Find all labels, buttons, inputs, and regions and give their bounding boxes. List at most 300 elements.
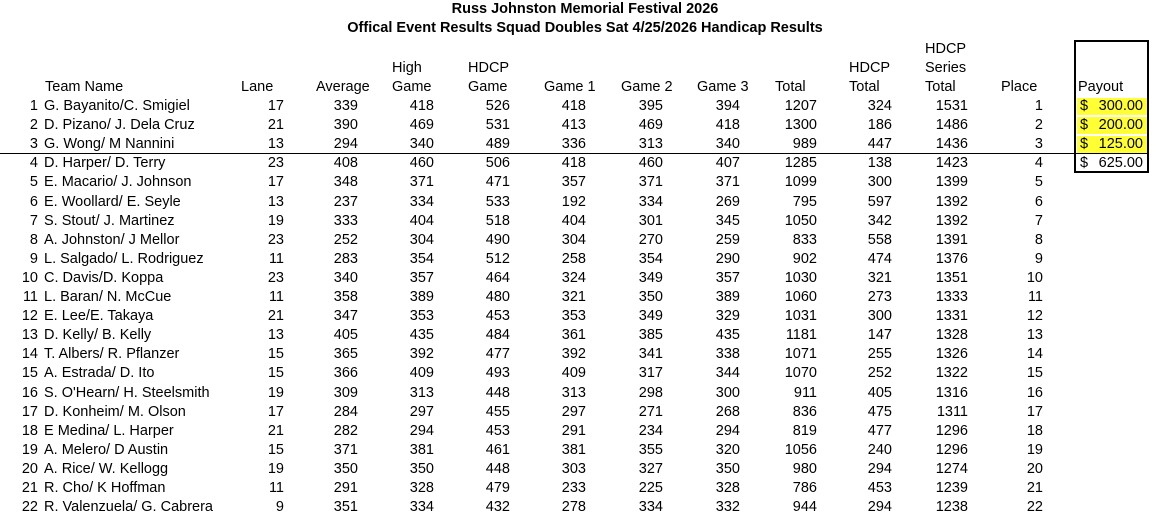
game-1-cell: 258: [561, 250, 586, 267]
hdcp-series-total-cell: 1238: [935, 499, 968, 516]
currency-symbol: $: [1080, 136, 1089, 152]
place-cell: 22: [1026, 499, 1043, 516]
hdcp-series-total-cell: 1351: [935, 269, 968, 286]
header-game-3: Game 3: [697, 79, 749, 95]
hdcp-total-cell: 138: [867, 155, 892, 172]
hdcp-series-total-cell: 1436: [935, 136, 968, 153]
average-cell: 390: [333, 117, 358, 134]
currency-symbol: $: [1080, 117, 1089, 133]
lane-cell: 13: [267, 327, 284, 344]
header-hdcp-total-line1: HDCP: [849, 60, 891, 76]
place-cell: 6: [1034, 193, 1043, 210]
lane-cell: 17: [267, 174, 284, 191]
table-row: [0, 250, 1170, 269]
hdcp-game-cell: 432: [485, 499, 510, 516]
high-game-cell: 334: [409, 499, 434, 516]
team-name-cell: A. Johnston/ J Mellor: [44, 231, 180, 248]
row-number-cell: 5: [29, 174, 38, 191]
place-cell: 19: [1026, 441, 1043, 458]
average-cell: 365: [333, 346, 358, 363]
total-cell: 1300: [784, 117, 817, 134]
lane-cell: 13: [267, 193, 284, 210]
lane-cell: 17: [267, 403, 284, 420]
header-high-game-line2: Game: [392, 79, 432, 95]
place-cell: 21: [1026, 480, 1043, 496]
lane-cell: 9: [275, 499, 284, 516]
place-cell: 12: [1026, 308, 1043, 325]
place-cell: 20: [1026, 460, 1043, 477]
hdcp-game-cell: 453: [485, 422, 510, 439]
average-cell: 339: [333, 98, 358, 114]
hdcp-series-total-cell: 1333: [935, 289, 968, 305]
hdcp-game-cell: 448: [485, 384, 510, 401]
hdcp-total-cell: 186: [867, 117, 892, 134]
team-name-cell: A. Estrada/ D. Ito: [44, 365, 155, 382]
game-2-cell: 270: [638, 231, 663, 248]
hdcp-game-cell: 489: [485, 136, 510, 153]
team-name-cell: L. Baran/ N. McCue: [44, 289, 172, 305]
hdcp-game-cell: 493: [485, 365, 510, 382]
row-number-cell: 7: [29, 212, 38, 229]
row-number-cell: 16: [21, 384, 38, 401]
team-name-cell: D. Konheim/ M. Olson: [44, 403, 186, 420]
game-2-cell: 355: [638, 441, 663, 458]
page-subtitle: Offical Event Results Squad Doubles Sat 4/25/2026 Handicap Results: [347, 20, 823, 36]
high-game-cell: 334: [409, 193, 434, 210]
hdcp-game-cell: 533: [485, 193, 510, 210]
hdcp-total-cell: 300: [867, 308, 892, 325]
team-name-cell: D. Pizano/ J. Dela Cruz: [44, 117, 195, 134]
header-lane: Lane: [241, 79, 274, 95]
header-hdcp-series-line1: HDCP: [925, 41, 967, 57]
hdcp-game-cell: 526: [485, 98, 510, 114]
table-row: [0, 326, 1170, 345]
game-2-cell: 317: [638, 365, 663, 382]
game-3-cell: 300: [715, 384, 740, 401]
place-cell: 15: [1026, 365, 1043, 382]
game-2-cell: 327: [638, 460, 663, 477]
game-3-cell: 345: [715, 212, 740, 229]
total-cell: 1031: [784, 308, 817, 325]
game-2-cell: 350: [638, 289, 663, 305]
place-cell: 16: [1026, 384, 1043, 401]
game-1-cell: 413: [561, 117, 586, 134]
game-2-cell: 395: [638, 98, 663, 114]
hdcp-game-cell: 453: [485, 308, 510, 325]
lane-cell: 11: [268, 480, 284, 496]
payout-total-amount: 625.00: [1098, 155, 1143, 171]
total-cell: 786: [792, 480, 817, 496]
game-3-cell: 268: [715, 403, 740, 420]
game-2-cell: 469: [638, 117, 663, 134]
total-cell: 911: [793, 384, 817, 401]
game-1-cell: 324: [561, 269, 586, 286]
high-game-cell: 357: [409, 269, 434, 286]
game-1-cell: 357: [561, 174, 586, 191]
team-name-cell: D. Harper/ D. Terry: [44, 155, 166, 172]
hdcp-series-total-cell: 1296: [935, 422, 968, 439]
game-2-cell: 354: [638, 250, 663, 267]
row-number-cell: 3: [29, 136, 38, 153]
game-1-cell: 313: [561, 384, 586, 401]
hdcp-series-total-cell: 1392: [935, 212, 968, 229]
lane-cell: 15: [267, 346, 284, 363]
table-row: [0, 269, 1170, 288]
game-3-cell: 290: [715, 250, 740, 267]
lane-cell: 19: [267, 384, 284, 401]
game-3-cell: 269: [715, 193, 740, 210]
high-game-cell: 409: [409, 365, 434, 382]
hdcp-series-total-cell: 1239: [935, 480, 968, 496]
row-number-cell: 6: [29, 193, 38, 210]
table-row: [0, 135, 1170, 154]
currency-symbol: $: [1080, 155, 1089, 171]
average-cell: 408: [333, 155, 358, 172]
hdcp-total-cell: 558: [867, 231, 892, 248]
row-number-cell: 4: [29, 155, 38, 172]
high-game-cell: 389: [409, 289, 434, 305]
game-2-cell: 234: [638, 422, 663, 439]
high-game-cell: 435: [409, 327, 434, 344]
table-row: [0, 364, 1170, 383]
lane-cell: 21: [267, 117, 284, 134]
row-number-cell: 20: [21, 460, 38, 477]
game-1-cell: 404: [561, 212, 586, 229]
average-cell: 282: [333, 422, 358, 439]
row-number-cell: 15: [21, 365, 38, 382]
hdcp-series-total-cell: 1296: [935, 441, 968, 458]
game-2-cell: 371: [638, 174, 663, 191]
game-1-cell: 233: [561, 480, 586, 496]
place-cell: 4: [1034, 155, 1043, 172]
header-hdcp-total-line2: Total: [849, 79, 880, 95]
table-row: [0, 441, 1170, 460]
place-cell: 9: [1034, 250, 1043, 267]
hdcp-game-cell: 531: [485, 117, 510, 134]
total-cell: 836: [792, 403, 817, 420]
total-cell: 1207: [784, 98, 817, 114]
place-cell: 7: [1034, 212, 1043, 229]
total-cell: 1030: [784, 269, 817, 286]
header-hdcp-total: [849, 59, 890, 97]
table-row: [0, 116, 1170, 135]
high-game-cell: 313: [409, 384, 434, 401]
game-2-cell: 313: [638, 136, 663, 153]
hdcp-series-total-cell: 1328: [935, 327, 968, 344]
hdcp-series-total-cell: 1274: [935, 460, 968, 477]
average-cell: 350: [333, 460, 358, 477]
lane-cell: 21: [267, 422, 284, 439]
hdcp-total-cell: 240: [867, 441, 892, 458]
total-cell: 1060: [784, 289, 817, 305]
game-1-cell: 409: [561, 365, 586, 382]
lane-cell: 11: [268, 250, 284, 267]
game-3-cell: 435: [715, 327, 740, 344]
hdcp-total-cell: 147: [867, 327, 892, 344]
game-1-cell: 381: [561, 441, 586, 458]
team-name-cell: R. Cho/ K Hoffman: [44, 480, 166, 496]
high-game-cell: 469: [409, 117, 434, 134]
game-3-cell: 329: [715, 308, 740, 325]
team-name-cell: E. Macario/ J. Johnson: [44, 174, 192, 191]
lane-cell: 13: [267, 136, 284, 153]
row-number-cell: 18: [21, 422, 38, 439]
table-row: [0, 212, 1170, 231]
game-1-cell: 336: [561, 136, 586, 153]
game-2-cell: 298: [638, 384, 663, 401]
hdcp-series-total-cell: 1423: [935, 155, 968, 172]
hdcp-game-cell: 448: [485, 460, 510, 477]
header-hdcp-game: [468, 59, 509, 97]
hdcp-total-cell: 477: [867, 422, 892, 439]
hdcp-total-cell: 405: [867, 384, 892, 401]
total-cell: 819: [792, 422, 817, 439]
hdcp-game-cell: 477: [485, 346, 510, 363]
row-number-cell: 21: [21, 480, 38, 496]
game-1-cell: 304: [561, 231, 586, 248]
team-name-cell: L. Salgado/ L. Rodriguez: [44, 250, 204, 267]
total-cell: 944: [792, 499, 817, 516]
game-1-cell: 192: [561, 193, 586, 210]
place-cell: 14: [1026, 346, 1043, 363]
game-2-cell: 349: [638, 269, 663, 286]
game-3-cell: 340: [715, 136, 740, 153]
hdcp-total-cell: 447: [867, 136, 892, 153]
hdcp-game-cell: 518: [485, 212, 510, 229]
game-2-cell: 460: [638, 155, 663, 172]
row-number-cell: 12: [21, 308, 38, 325]
game-2-cell: 341: [638, 346, 663, 363]
header-payout: Payout: [1078, 79, 1124, 95]
average-cell: 366: [333, 365, 358, 382]
high-game-cell: 294: [409, 422, 434, 439]
header-game-1: Game 1: [544, 79, 596, 95]
payout-amount: 300.00: [1098, 98, 1143, 114]
hdcp-total-cell: 321: [867, 269, 892, 286]
table-row: [0, 231, 1170, 250]
table-row: [0, 288, 1170, 307]
place-cell: 18: [1026, 422, 1043, 439]
row-number-cell: 13: [21, 327, 38, 344]
lane-cell: 15: [267, 365, 284, 382]
table-row: [0, 173, 1170, 192]
game-2-cell: 271: [638, 403, 663, 420]
game-3-cell: 357: [715, 269, 740, 286]
team-name-cell: R. Valenzuela/ G. Cabrera: [44, 499, 213, 516]
average-cell: 252: [333, 231, 358, 248]
high-game-cell: 392: [409, 346, 434, 363]
place-cell: 10: [1026, 269, 1043, 286]
average-cell: 237: [333, 193, 358, 210]
hdcp-series-total-cell: 1391: [935, 231, 968, 248]
hdcp-series-total-cell: 1392: [935, 193, 968, 210]
lane-cell: 19: [267, 460, 284, 477]
average-cell: 283: [333, 250, 358, 267]
table-row: [0, 307, 1170, 326]
high-game-cell: 353: [409, 308, 434, 325]
average-cell: 371: [333, 441, 358, 458]
high-game-cell: 304: [409, 231, 434, 248]
place-cell: 13: [1026, 327, 1043, 344]
total-cell: 1071: [784, 346, 817, 363]
hdcp-total-cell: 300: [867, 174, 892, 191]
game-3-cell: 259: [715, 231, 740, 248]
header-high-game-line1: High: [392, 60, 422, 76]
header-hdcp-series-line3: Total: [925, 79, 956, 95]
table-row: [0, 384, 1170, 403]
game-1-cell: 353: [561, 308, 586, 325]
place-cell: 17: [1026, 403, 1043, 420]
hdcp-total-cell: 475: [867, 403, 892, 420]
payout-amount: 200.00: [1098, 117, 1143, 133]
hdcp-game-cell: 484: [485, 327, 510, 344]
lane-cell: 17: [267, 98, 284, 114]
header-hdcp-series-line2: Series: [925, 60, 967, 76]
average-cell: 291: [333, 480, 358, 496]
total-cell: 1181: [785, 327, 817, 344]
average-cell: 351: [333, 499, 358, 516]
total-cell: 1099: [784, 174, 817, 191]
lane-cell: 19: [267, 212, 284, 229]
total-cell: 1050: [784, 212, 817, 229]
team-name-cell: E. Lee/E. Takaya: [44, 308, 154, 325]
high-game-cell: 328: [409, 480, 434, 496]
row-number-cell: 8: [29, 231, 38, 248]
game-1-cell: 291: [561, 422, 586, 439]
game-1-cell: 392: [561, 346, 586, 363]
total-cell: 795: [792, 193, 817, 210]
total-cell: 989: [792, 136, 817, 153]
payout-amount: 125.00: [1098, 136, 1143, 152]
game-1-cell: 418: [561, 155, 586, 172]
lane-cell: 11: [268, 289, 284, 305]
place-cell: 11: [1027, 289, 1043, 305]
hdcp-total-cell: 342: [867, 212, 892, 229]
game-3-cell: 338: [715, 346, 740, 363]
hdcp-series-total-cell: 1331: [935, 308, 968, 325]
total-cell: 1056: [784, 441, 817, 458]
game-3-cell: 418: [715, 117, 740, 134]
game-1-cell: 303: [561, 460, 586, 477]
hdcp-total-cell: 324: [867, 98, 892, 114]
game-2-cell: 334: [638, 499, 663, 516]
average-cell: 333: [333, 212, 358, 229]
hdcp-series-total-cell: 1322: [935, 365, 968, 382]
game-1-cell: 418: [561, 98, 586, 114]
hdcp-total-cell: 252: [867, 365, 892, 382]
game-3-cell: 371: [715, 174, 740, 191]
hdcp-series-total-cell: 1311: [936, 403, 968, 420]
average-cell: 294: [333, 136, 358, 153]
row-number-cell: 22: [21, 499, 38, 516]
hdcp-series-total-cell: 1486: [935, 117, 968, 134]
place-cell: 5: [1034, 174, 1043, 191]
game-2-cell: 225: [638, 480, 663, 496]
hdcp-game-cell: 455: [485, 403, 510, 420]
hdcp-series-total-cell: 1399: [935, 174, 968, 191]
lane-cell: 23: [267, 231, 284, 248]
header-average: Average: [316, 79, 370, 95]
row-number-cell: 14: [21, 346, 38, 363]
header-game-2: Game 2: [621, 79, 673, 95]
total-cell: 902: [792, 250, 817, 267]
team-name-cell: T. Albers/ R. Pflanzer: [44, 346, 180, 363]
table-row: [0, 97, 1170, 116]
hdcp-game-cell: 479: [485, 480, 510, 496]
header-hdcp-series-total: [925, 40, 966, 97]
row-number-cell: 9: [29, 250, 38, 267]
lane-cell: 23: [267, 269, 284, 286]
game-3-cell: 344: [715, 365, 740, 382]
game-3-cell: 350: [715, 460, 740, 477]
row-number-cell: 17: [21, 403, 38, 420]
team-name-cell: S. Stout/ J. Martinez: [44, 212, 175, 229]
hdcp-total-cell: 453: [867, 480, 892, 496]
high-game-cell: 460: [409, 155, 434, 172]
hdcp-series-total-cell: 1326: [935, 346, 968, 363]
game-1-cell: 361: [561, 327, 586, 344]
team-name-cell: E. Woollard/ E. Seyle: [44, 193, 181, 210]
game-3-cell: 320: [715, 441, 740, 458]
game-1-cell: 297: [561, 403, 586, 420]
hdcp-game-cell: 461: [485, 441, 510, 458]
hdcp-game-cell: 506: [485, 155, 510, 172]
table-row: [0, 460, 1170, 479]
table-row: [0, 345, 1170, 364]
average-cell: 358: [333, 289, 358, 305]
row-number-cell: 1: [29, 98, 38, 114]
page-title: Russ Johnston Memorial Festival 2026: [451, 1, 719, 17]
total-cell: 833: [792, 231, 817, 248]
game-1-cell: 321: [561, 289, 586, 305]
place-cell: 1: [1034, 98, 1043, 114]
average-cell: 340: [333, 269, 358, 286]
hdcp-total-cell: 597: [867, 193, 892, 210]
game-3-cell: 328: [715, 480, 740, 496]
team-name-cell: A. Melero/ D Austin: [44, 441, 169, 458]
lane-cell: 15: [267, 441, 284, 458]
table-row: [0, 498, 1170, 517]
place-cell: 2: [1034, 117, 1043, 134]
hdcp-total-cell: 474: [867, 250, 892, 267]
team-name-cell: E Medina/ L. Harper: [44, 422, 174, 439]
hdcp-game-cell: 480: [485, 289, 510, 305]
header-hdcp-game-line1: HDCP: [468, 60, 510, 76]
header-high-game: [392, 59, 432, 97]
average-cell: 284: [333, 403, 358, 420]
high-game-cell: 404: [409, 212, 434, 229]
game-2-cell: 349: [638, 308, 663, 325]
hdcp-series-total-cell: 1531: [935, 98, 968, 114]
game-3-cell: 407: [715, 155, 740, 172]
row-number-cell: 2: [29, 117, 38, 134]
game-3-cell: 389: [715, 289, 740, 305]
average-cell: 405: [333, 327, 358, 344]
lane-cell: 23: [267, 155, 284, 172]
header-total: Total: [775, 79, 806, 95]
hdcp-total-cell: 255: [867, 346, 892, 363]
total-cell: 1070: [784, 365, 817, 382]
team-name-cell: G. Wong/ M Nannini: [44, 136, 175, 153]
team-name-cell: D. Kelly/ B. Kelly: [44, 327, 152, 344]
game-1-cell: 278: [561, 499, 586, 516]
hdcp-game-cell: 512: [485, 250, 510, 267]
total-cell: 980: [792, 460, 817, 477]
place-cell: 3: [1034, 136, 1043, 153]
high-game-cell: 354: [409, 250, 434, 267]
high-game-cell: 381: [409, 441, 434, 458]
average-cell: 309: [333, 384, 358, 401]
